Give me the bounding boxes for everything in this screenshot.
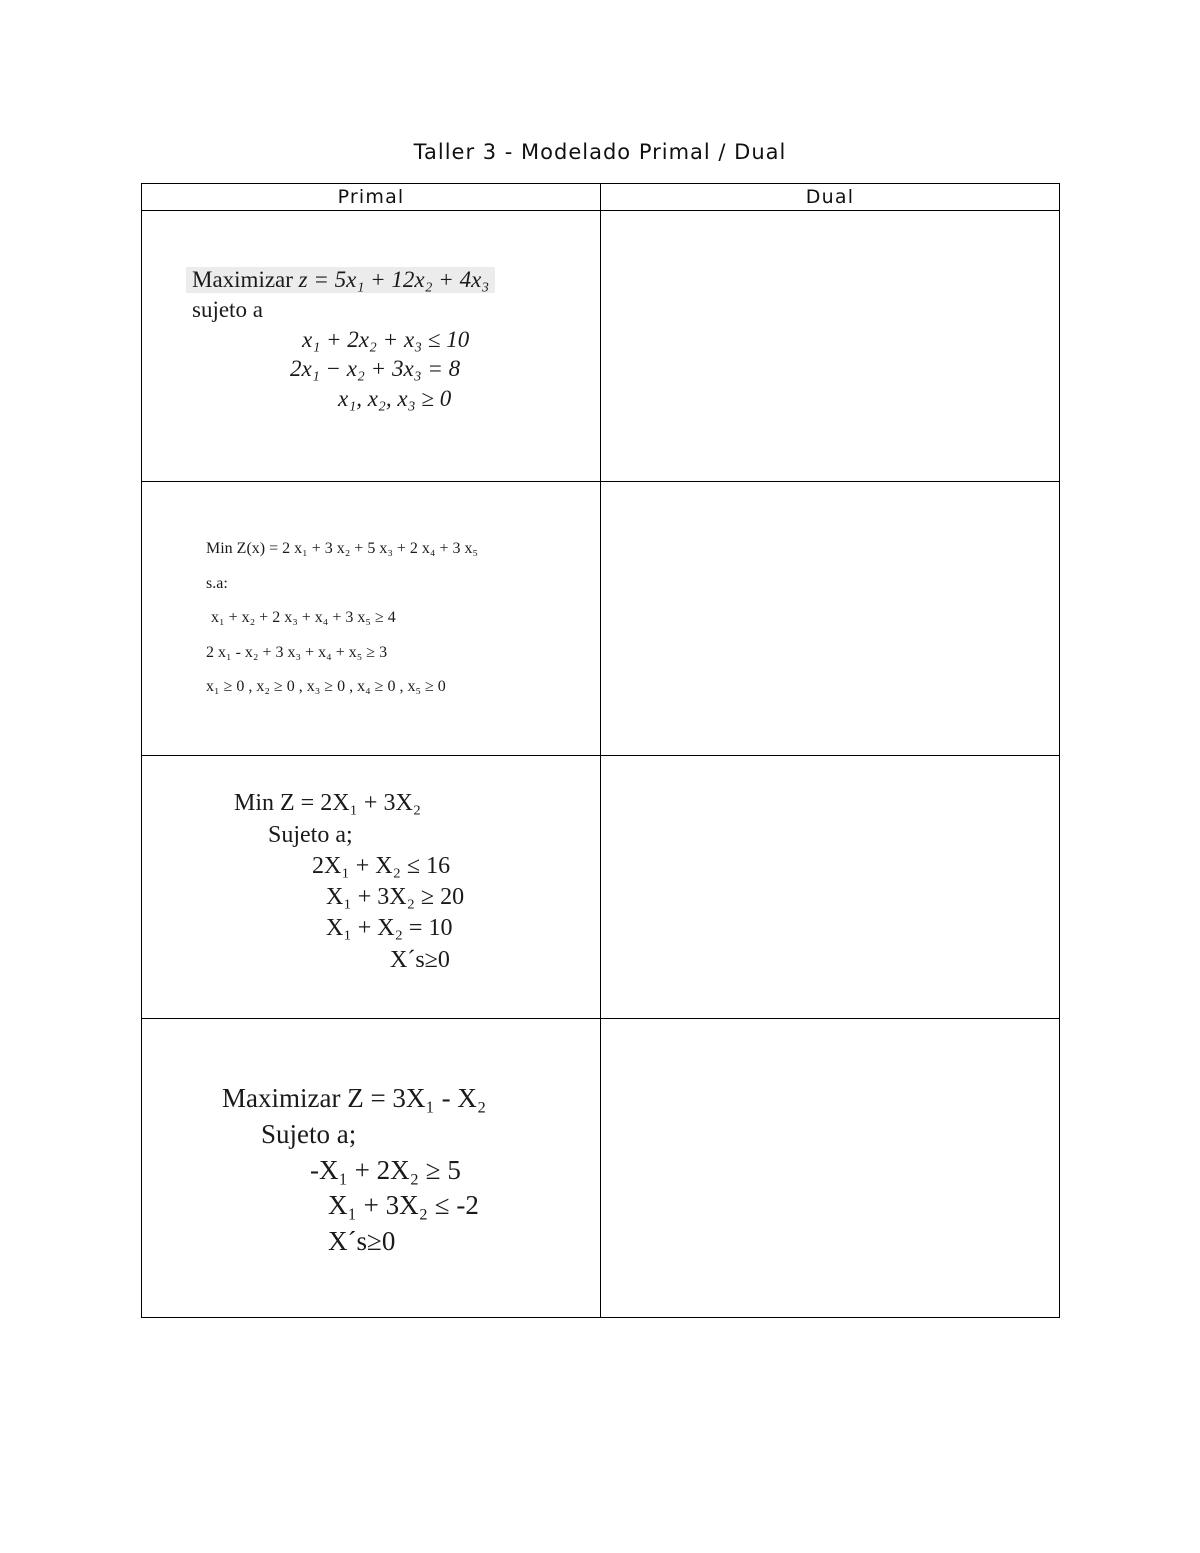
objective-2: Min Z(x) = 2 x₁ + 3 x₂ + 5 x₃ + 2 x₄ + 3 x₅ — [206, 540, 479, 557]
page-title: Taller 3 - Modelado Primal / Dual — [413, 140, 787, 164]
nonnegativity-3: X´s≥0 — [390, 947, 450, 973]
primal-problem-2 — [142, 482, 601, 756]
objective-4: Maximizar Z = 3X₁ - X₂ — [222, 1083, 487, 1113]
table-row — [142, 1019, 1060, 1318]
primal-problem-4 — [142, 1019, 601, 1318]
dual-column-header: Dual — [601, 184, 1060, 211]
objective-3: Min Z = 2X₁ + 3X₂ — [234, 790, 422, 816]
nonnegativity-1: x₁, x₂, x₃ ≥ 0 — [338, 386, 452, 411]
table-row — [142, 482, 1060, 756]
nonnegativity-2: x₁ ≥ 0 , x₂ ≥ 0 , x₃ ≥ 0 , x₄ ≥ 0 , x₅ ≥ 0 — [206, 678, 446, 695]
table-row — [142, 211, 1060, 482]
subject-to-2: s.a: — [206, 575, 228, 592]
dual-answer-4[interactable] — [601, 1019, 1060, 1318]
subject-to-1: sujeto a — [192, 297, 263, 322]
table-row — [142, 756, 1060, 1019]
subject-to-4: Sujeto a; — [261, 1119, 357, 1149]
primal-problem-1 — [142, 211, 601, 482]
objective-label-1: Maximizar — [192, 267, 293, 292]
constraint-3-2: X₁ + 3X₂ ≥ 20 — [326, 884, 465, 910]
constraint-1-1: x₁ + 2x₂ + x₃ ≤ 10 — [302, 327, 470, 352]
dual-answer-2[interactable] — [601, 482, 1060, 756]
constraint-4-1: -X₁ + 2X₂ ≥ 5 — [310, 1155, 461, 1185]
dual-answer-1[interactable] — [601, 211, 1060, 482]
constraint-4-2: X₁ + 3X₂ ≤ -2 — [328, 1190, 479, 1220]
table-header-row — [142, 184, 1060, 211]
constraint-2-1: x₁ + x₂ + 2 x₃ + x₄ + 3 x₅ ≥ 4 — [211, 609, 396, 626]
objective-expr-1: z = 5x₁ + 12x₂ + 4x₃ — [298, 267, 490, 292]
primal-problem-3 — [142, 756, 601, 1019]
dual-answer-3[interactable] — [601, 756, 1060, 1019]
primal-column-header: Primal — [142, 184, 601, 211]
constraint-3-3: X₁ + X₂ = 10 — [326, 915, 453, 941]
constraint-3-1: 2X₁ + X₂ ≤ 16 — [312, 853, 451, 879]
subject-to-3: Sujeto a; — [268, 822, 353, 848]
constraint-2-2: 2 x₁ - x₂ + 3 x₃ + x₄ + x₅ ≥ 3 — [206, 644, 388, 661]
constraint-1-2: 2x₁ − x₂ + 3x₃ = 8 — [290, 356, 461, 381]
nonnegativity-4: X´s≥0 — [328, 1226, 396, 1256]
primal-dual-table — [141, 183, 1060, 1318]
